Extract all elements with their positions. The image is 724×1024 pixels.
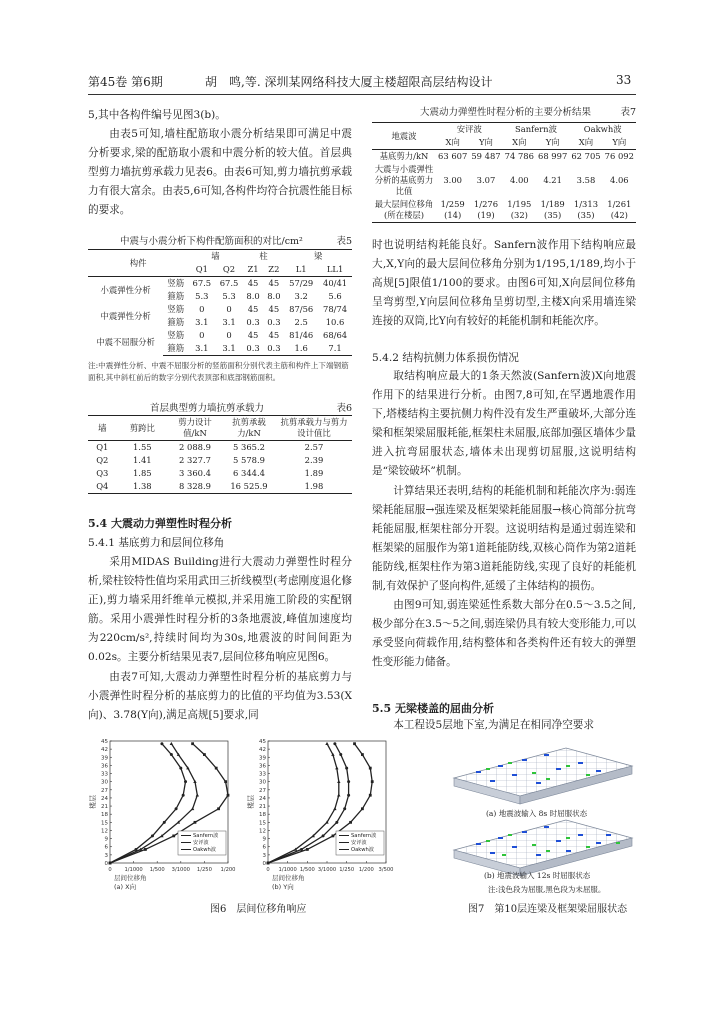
table-cell: 6 344.4 [233,468,265,478]
table5-group: 墙 [188,250,242,264]
y-tick-label: 0 [104,861,108,867]
table-cell: 68/64 [322,330,348,340]
table7-caption [420,104,636,118]
table-cell: 0 [226,330,232,340]
table-cell: 5 578.9 [233,455,265,465]
table-cell: 5.3 [222,291,236,301]
data-point [224,780,227,783]
y-tick-label: 39 [259,755,266,762]
y-tick-label: 12 [101,828,108,835]
figure7-note: 注:浅色段为屈服,黑色段为未屈服。 [488,885,606,894]
table7-dir: Y向 [536,136,569,150]
table-cell: 8.0 [267,291,281,301]
table-cell: 箍筋 [163,342,188,356]
legend-label: Oakwh波 [193,847,216,853]
y-tick-label: 42 [259,747,266,754]
x-tick-label: 1/200 [358,867,374,873]
table-cell: 5.6 [328,291,342,301]
table6-col: 抗剪承载力与剪力设计值比 [276,416,352,441]
table-cell: 78/74 [322,304,348,314]
data-point [337,793,340,796]
table7-wave: Sanfern波 [503,123,570,137]
data-point [191,742,194,745]
x-tick-label: 0 [266,867,270,873]
subfigure-label: (a) X向 [114,883,137,891]
data-point [194,821,197,824]
data-point [322,834,325,837]
x-tick-label: 3/1000 [171,867,190,873]
table-cell: 竖筋 [167,304,185,314]
data-point [333,742,336,745]
table-cell: 2 088.9 [179,442,211,452]
table-cell: 57/29 [289,278,314,288]
table-cell: 3 360.4 [179,468,211,478]
table-cell: 1.38 [117,480,168,494]
legend-label: Sanfern波 [351,833,377,839]
page-number: 33 [616,73,632,87]
table-cell: 0.3 [267,317,281,327]
y-tick-label: 27 [259,787,266,794]
y-tick-label: 21 [259,804,266,811]
table7 [372,122,636,223]
table7-dir: Y向 [469,136,502,150]
table5-col: Q1 [188,263,215,277]
table-cell: 3.1 [195,317,209,327]
table-cell: 45 [268,330,280,340]
data-point [109,862,112,865]
x-tick-label: 3/500 [378,867,394,873]
section-heading: 5.4 大震动力弹塑性时程分析 [88,517,232,530]
y-tick-label: 18 [259,812,266,819]
table-row [88,303,352,316]
table-cell: 40/41 [322,278,348,288]
x-tick-label: 1/200 [220,867,236,873]
table-cell: 5.3 [195,291,209,301]
data-point [347,794,350,797]
y-tick-label: 0 [262,861,266,867]
subsection-heading: 5.4.1 基底剪力和层间位移角 [88,537,225,549]
data-point [335,766,338,769]
table-cell: 1/313 (35) [569,198,602,223]
table-row [372,163,636,198]
data-point [335,821,338,824]
table-row [372,198,636,223]
data-point [203,753,206,756]
figure6b-chart [246,735,396,895]
x-tick-label: 1/1000 [278,867,297,873]
x-tick-label: 1/1000 [124,867,143,873]
header-rule [88,94,636,95]
table5-group-label: 中震不屈服分析 [96,336,155,347]
data-point [371,780,374,783]
table-cell: 67.5 [192,278,212,288]
table7-dir: X向 [569,136,602,150]
y-tick-label: 36 [101,763,108,770]
y-tick-label: 30 [101,779,108,786]
data-point [369,767,372,770]
table-cell: Q3 [96,468,109,478]
data-point [361,807,364,810]
table-cell: 4.00 [509,175,529,185]
table-cell: 3.1 [222,317,236,327]
table-cell: 竖筋 [167,278,185,288]
table-cell: 2 327.7 [179,455,211,465]
table7-wave: 安评波 [436,123,503,137]
table-cell: 3.00 [443,175,462,185]
paragraph: 本工程设5层地下室,为满足在相同净空要求 [393,719,594,731]
series-line [268,744,339,863]
right-lower-text [372,716,636,735]
table-cell: 0.3 [246,317,260,327]
data-point [215,767,218,770]
table5-col: Q2 [215,263,242,277]
table-cell: 45 [268,278,280,288]
table-cell: 3.07 [476,175,496,185]
table-cell: 16 525.9 [222,480,276,494]
table5-number: 表5 [336,236,352,247]
y-tick-label: 42 [101,747,108,754]
table-cell: 1/195 (32) [503,198,536,223]
data-point [339,753,342,756]
journal-issue: 第45卷 第6期 [88,75,163,89]
table-cell: 45 [247,330,259,340]
table-cell: 3.1 [215,342,242,356]
table-cell: 7.1 [318,342,352,356]
table6-col: 抗剪承载力/kN [222,416,276,441]
table7-corner: 地震波 [372,123,436,150]
table-cell: 67.5 [219,278,239,288]
table-cell: 45 [268,304,280,314]
table6 [88,415,352,494]
y-axis-label: 楼层 [247,795,255,809]
y-tick-label: 30 [259,779,266,786]
legend-label: Sanfern波 [193,833,219,839]
table-row [88,454,352,467]
table-cell: 1/261 (42) [603,198,636,223]
y-tick-label: 3 [104,852,108,859]
table7-dir: X向 [503,136,536,150]
table5-corner: 构件 [88,250,188,277]
table-cell: 0.3 [243,342,264,356]
table5-col: LL1 [318,263,352,277]
y-tick-label: 24 [101,795,108,802]
table-cell: 1.85 [132,468,152,478]
y-tick-label: 12 [259,828,266,835]
table-cell: 45 [247,304,259,314]
y-tick-label: 24 [259,795,266,802]
table-cell: 0 [199,304,205,314]
y-tick-label: 39 [101,755,108,762]
data-point [191,807,194,810]
subsection-heading: 5.4.2 结构抗侧力体系损伤情况 [372,352,519,364]
table-cell: 81/46 [289,330,314,340]
table-cell: 10.6 [325,317,345,327]
y-tick-label: 33 [101,771,108,778]
section-heading: 5.5 无梁楼盖的屈曲分析 [372,702,494,715]
y-tick-label: 33 [259,771,266,778]
paragraph: 由表7可知,大震动力弹塑性时程分析的基底剪力与小震弹性时程分析的基底剪力的比值的平均值为3.53(X向)、3.78(Y向),满足高规[5]要求,同 [88,670,352,721]
data-point [175,807,178,810]
table-cell: 87/56 [289,304,314,314]
table-cell: 1.98 [276,480,352,494]
figure6-caption: 图6 层间位移角响应 [210,904,307,915]
table6-caption [150,400,352,414]
table-cell: Q4 [88,480,117,494]
data-point [332,834,335,837]
paragraph: 取结构响应最大的1条天然波(Sanfern波)X向地震作用下的结果进行分析。由图7,8可知,在罕遇地震作用下,塔楼结构主要抗侧力构件没有发生严重破坏,大部分连梁和框架梁屈服耗能,框架柱未屈服,底部加强区墙体少量进入抗弯屈服状态,墙体未出现剪切屈服,这说明结构是“梁铰破坏”机制。 [372,370,636,478]
data-point [170,753,173,756]
table-cell: 箍筋 [167,291,185,301]
table7-dir: Y向 [603,136,636,150]
table-cell: 3.1 [188,342,215,356]
x-axis-label: 层间位移角 [272,874,305,882]
table6-number: 表6 [336,403,352,414]
table-row [88,329,352,342]
table5-group: 梁 [284,250,352,264]
table6-title: 首层典型剪力墙抗剪承载力 [150,403,265,414]
x-tick-label: 1/500 [149,867,165,873]
table-cell: 3.2 [294,291,308,301]
table5-caption [120,233,352,247]
y-tick-label: 15 [101,820,108,827]
y-tick-label: 45 [101,739,108,745]
paragraph: 计算结果还表明,结构的耗能机制和耗能次序为:弱连梁耗能屈服→强连梁及框架梁耗能屈服→核心筒部分抗弯耗能屈服,框架柱部分开裂。这说明结构是通过弱连梁和框架梁的屈服作为第1道耗能防线,双核心筒作为第2道耗能防线,框架柱作为第3道耗能防线,实现了良好的耗能机制,有效保护了竖向构件,延缓了主体结构的损伤。 [372,484,636,593]
data-point [163,821,166,824]
data-point [325,742,328,745]
table-cell: 1.89 [304,468,324,478]
table-cell: 1.6 [284,342,318,356]
y-tick-label: 6 [262,844,266,851]
table-cell: 1/276 (19) [469,198,502,223]
data-point [267,862,270,865]
table-cell: 63 607 [438,151,468,161]
table5 [88,249,352,356]
table7-row-label: 基底剪力/kN [379,151,429,161]
running-title: 胡 鸣,等. 深圳某网络科技大厦主楼超限高层结构设计 [205,75,493,89]
table7-row-label: 最大层间位移角(所在楼层) [372,198,436,223]
table-cell: 2.57 [304,442,324,452]
data-point [300,848,303,851]
table7-number: 表7 [620,107,636,118]
data-point [179,767,182,770]
table-cell: 76 092 [604,151,634,161]
left-lower-text [88,553,352,725]
x-tick-label: 3/1000 [317,867,337,873]
y-tick-label: 21 [101,804,108,811]
y-tick-label: 9 [262,836,266,843]
table-cell: 8.0 [246,291,260,301]
x-tick-label: 1/250 [196,867,212,873]
table-cell: 59 487 [471,151,501,161]
paragraph: 由表5可知,墙柱配筋取小震分析结果即可满足中震分析要求,梁的配筋取小震和中震分析的较大值。首层典型剪力墙抗剪承载力见表6。由表6可知,剪力墙抗剪承载力有很大富余。由表5,6可知,各构件均符合抗震性能目标的要求。 [88,128,352,217]
data-point [151,834,154,837]
data-point [160,742,163,745]
left-intro-text [88,106,352,221]
table7-row-label: 大震与小震弹性分析的基底剪力比值 [374,164,434,196]
table5-group: 柱 [243,250,285,264]
data-point [217,807,220,810]
table-cell: 62 705 [571,151,601,161]
data-point [196,793,199,796]
data-point [144,848,147,851]
table-row [88,480,352,494]
table7-wave: Oakwh波 [569,123,636,137]
table-cell: 1/189 (35) [536,198,569,223]
table5-title: 中震与小震分析下构件配筋面积的对比/cm² [120,236,303,247]
table7-dir: X向 [436,136,469,150]
legend-label: Oakwh波 [351,847,374,853]
paragraph: 采用MIDAS Building进行大震动力弹塑性时程分析,梁柱铰特性值均采用武田三折线模型(考虑刚度退化修正),剪力墙采用纤维单元模拟,并采用施工阶段的实配钢筋。采用小震弹性时程分析的3条地震波,峰值加速度均为220cm/s²,持续时间均为30s,地震波的时间间距为0.02s。主要分析结果见表7,层间位移角响应见图6。 [88,556,352,664]
table-row [372,150,636,164]
figure7-caption: 图7 第10层连梁及框架梁屈服状态 [468,904,628,915]
table6-col: 剪跨比 [117,416,168,441]
figure7b-label: (b) 地震波输入 12s 时屈服状态 [484,871,591,880]
table-cell: 8 328.9 [168,480,222,494]
data-point [369,794,372,797]
table-cell: 2.39 [304,455,324,465]
y-tick-label: 18 [101,812,108,819]
table-cell: 2.5 [294,317,308,327]
table-row [88,467,352,480]
legend-label: 安评波 [193,840,209,846]
table5-group-label: 小震弹性分析 [100,284,151,295]
data-point [227,794,230,797]
y-tick-label: 27 [101,787,108,794]
data-point [345,767,348,770]
right-upper-text [372,236,636,331]
table7-title: 大震动力弹塑性时程分析的主要分析结果 [420,107,592,118]
table5-col: L1 [284,263,318,277]
x-tick-label: 0 [108,867,112,873]
y-tick-label: 9 [104,836,108,843]
table6-col: 剪力设计值/kN [168,416,222,441]
table-cell: 箍筋 [167,317,185,327]
data-point [337,780,340,783]
structure-model-8s [454,748,632,804]
paragraph: 时也说明结构耗能良好。Sanfern波作用下结构响应最大,X,Y向的最大层间位移角分别为1/195,1/189,均小于高规[5]限值1/100的要求。由图6可知,X向层间位移角呈弯剪型,Y向层间位移角呈剪切型,主楼X向采用墙连梁连接的双筒,比Y向有较好的耗能机制和耗能次序。 [372,239,636,328]
data-point [361,753,364,756]
data-point [182,794,185,797]
table-cell: 4.21 [543,175,562,185]
table-cell: 竖筋 [167,330,185,340]
data-point [349,821,352,824]
table-row [88,277,352,291]
paragraph: 由图9可知,弱连梁延性系数大部分在0.5～3.5之间,极少部分在3.5～5之间,弱连梁仍具有较大变形能力,可以承受竖向荷载作用,结构整体和各类构件还有较大的弹塑性变形能力储备。 [372,599,636,669]
table-cell: 1.55 [132,442,152,452]
table-cell: 5 365.2 [233,442,265,452]
data-point [172,834,175,837]
table-cell: 0.3 [263,342,284,356]
table5-group-label: 中震弹性分析 [100,310,151,321]
y-tick-label: 45 [259,739,266,745]
table-cell: Q1 [96,442,109,452]
figure7a-label: (a) 地震波输入 8s 时屈服状态 [486,809,588,818]
y-tick-label: 15 [259,820,266,827]
data-point [170,742,173,745]
table-cell: 74 786 [504,151,534,161]
table6-col: 墙 [88,416,117,441]
table5-note: 注:中震弹性分析、中震不屈服分析的竖筋面积分别代表主筋和构件上下端钢筋面积,其中斜杠前后的数字分别代表顶部和底部钢筋面积。 [88,361,349,382]
paragraph: 5,其中各构件编号见图3(b)。 [88,109,226,121]
data-point [184,780,187,783]
x-tick-label: 1/500 [299,867,315,873]
table-row [88,441,352,455]
x-axis-label: 层间位移角 [114,874,147,882]
table-cell: 1.41 [132,455,152,465]
table5-col: Z2 [263,263,284,277]
table-cell: 3.58 [576,175,596,185]
table-cell: 68 997 [537,151,568,161]
data-point [343,807,346,810]
y-tick-label: 6 [104,844,108,851]
table-cell: Q2 [96,455,109,465]
table5-col: Z1 [243,263,264,277]
x-tick-label: 1/250 [339,867,355,873]
subfigure-label: (b) Y向 [272,883,294,891]
y-tick-label: 3 [262,852,266,859]
data-point [353,742,356,745]
figure6a-chart [88,735,238,895]
table-cell: 4.06 [609,175,629,185]
table-cell: 1/259 (14) [436,198,469,223]
data-point [333,807,336,810]
data-point [306,848,309,851]
structure-model-12s [454,820,632,876]
legend-label: 安评波 [351,840,367,846]
y-axis-label: 楼层 [89,795,97,809]
data-point [347,780,350,783]
table-cell: 45 [247,278,259,288]
y-tick-label: 36 [259,763,266,770]
table-cell: 0 [226,304,232,314]
right-mid-text [372,367,636,673]
data-point [134,848,137,851]
table-cell: 0 [199,330,205,340]
